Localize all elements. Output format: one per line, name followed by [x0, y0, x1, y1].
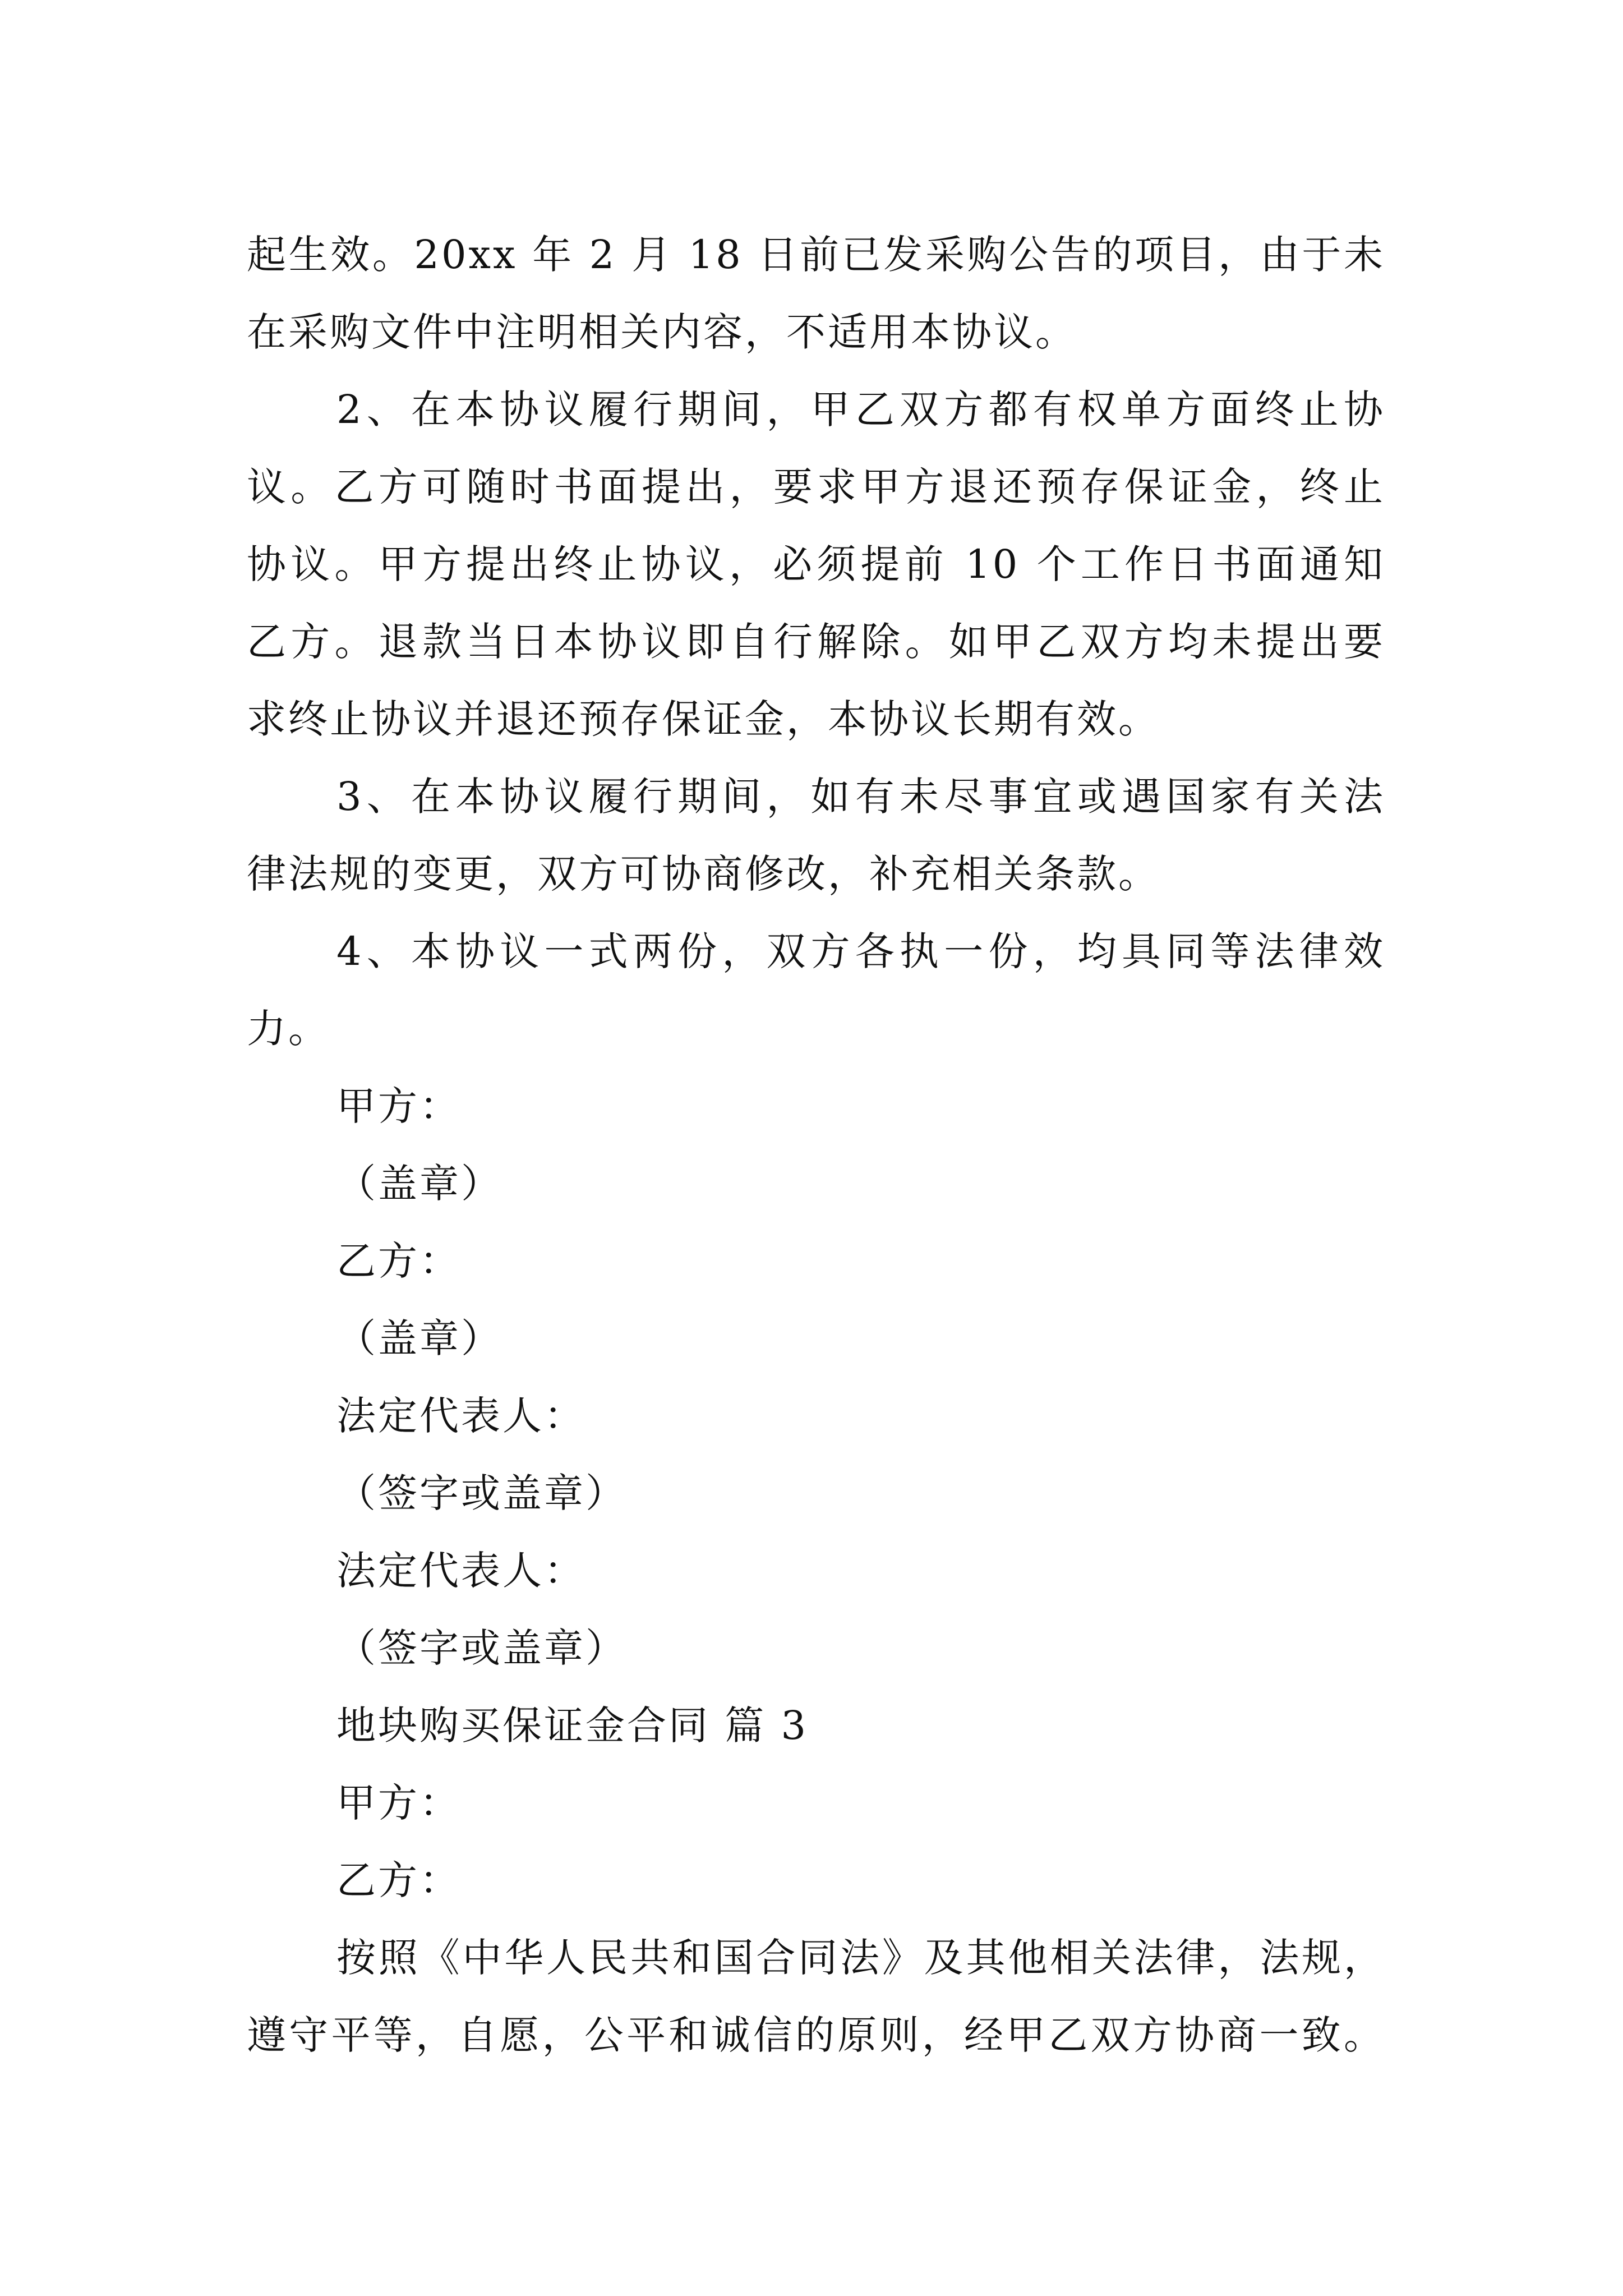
signature-label: （签字或盖章）	[336, 1470, 627, 1516]
seal-label: （盖章）	[336, 1315, 502, 1361]
text-line: 求终止协议并退还预存保证金，本协议长期有效。	[247, 696, 1160, 742]
party-a-label: 甲方：	[336, 1780, 461, 1826]
text-line: 协议。甲方提出终止协议，必须提前 10 个工作日书面通知	[247, 541, 1385, 587]
party-a-label: 甲方：	[336, 1083, 461, 1129]
section-title: 地块购买保证金合同 篇 3	[336, 1703, 809, 1749]
party-b-label: 乙方：	[336, 1857, 461, 1903]
document-page	[247, 216, 1385, 2074]
clause-4-start: 4、本协议一式两份，双方各执一份，均具同等法律效	[336, 928, 1385, 974]
text-line: 律法规的变更，双方可协商修改，补充相关条款。	[247, 851, 1160, 897]
text-line: 乙方。退款当日本协议即自行解除。如甲乙双方均未提出要	[247, 619, 1385, 665]
text-line: 起生效。20xx 年 2 月 18 日前已发采购公告的项目，由于未	[247, 232, 1385, 278]
clause-2-start: 2、在本协议履行期间，甲乙双方都有权单方面终止协	[336, 386, 1385, 432]
text-line: 按照《中华人民共和国合同法》及其他相关法律，法规，	[336, 1935, 1385, 1981]
text-line: 遵守平等，自愿，公平和诚信的原则，经甲乙双方协商一致。	[247, 2012, 1385, 2058]
legal-rep-label: 法定代表人：	[336, 1393, 585, 1439]
text-line: 在采购文件中注明相关内容，不适用本协议。	[247, 309, 1077, 355]
party-b-label: 乙方：	[336, 1238, 461, 1284]
seal-label: （盖章）	[336, 1161, 502, 1207]
text-line: 议。乙方可随时书面提出，要求甲方退还预存保证金，终止	[247, 464, 1385, 510]
text-line: 力。	[247, 1006, 330, 1052]
clause-3-start: 3、在本协议履行期间，如有未尽事宜或遇国家有关法	[336, 774, 1385, 820]
legal-rep-label: 法定代表人：	[336, 1548, 585, 1594]
signature-label: （签字或盖章）	[336, 1625, 627, 1671]
